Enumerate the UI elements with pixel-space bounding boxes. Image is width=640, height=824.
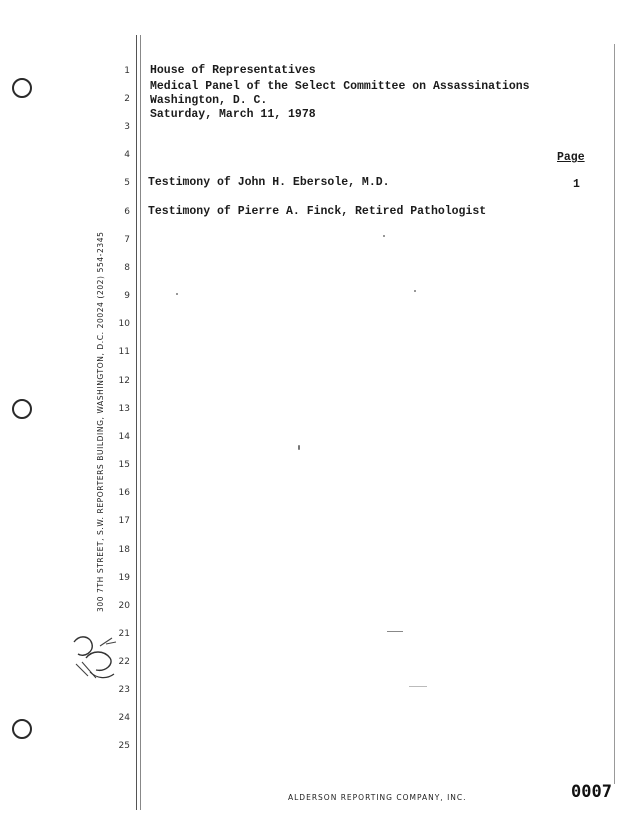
line-number: 12 (118, 376, 130, 386)
line-number: 9 (124, 291, 130, 301)
line-number: 5 (124, 178, 130, 188)
stray-mark (387, 631, 403, 632)
stray-mark (298, 445, 300, 450)
line-number: 25 (118, 741, 130, 751)
margin-address: 300 7TH STREET, S.W. REPORTERS BUILDING, WASHINGTON, D.C. 20024 (202) 554-2345 (96, 231, 105, 612)
punch-hole-top (12, 78, 32, 98)
line-number: 8 (124, 263, 130, 273)
document-id: 0007 (571, 782, 612, 802)
left-margin-rule (136, 35, 137, 810)
line-number: 1 (124, 66, 130, 76)
contents-entry-finck: Testimony of Pierre A. Finck, Retired Pathologist (148, 205, 487, 218)
line-number: 10 (118, 319, 130, 329)
right-margin-rule (614, 44, 615, 784)
contents-entry-ebersole-page: 1 (573, 178, 580, 191)
line-number: 19 (118, 573, 130, 583)
stray-mark (176, 293, 178, 295)
line-number: 16 (118, 488, 130, 498)
line-number: 24 (118, 713, 130, 723)
stray-mark (383, 235, 385, 237)
punch-hole-middle (12, 399, 32, 419)
line-number: 3 (124, 122, 130, 132)
line-number: 21 (118, 629, 130, 639)
line-number: 14 (118, 432, 130, 442)
line-number: 20 (118, 601, 130, 611)
footer-company: ALDERSON REPORTING COMPANY, INC. (288, 793, 467, 802)
punch-hole-bottom (12, 719, 32, 739)
line-number: 13 (118, 404, 130, 414)
page-column-label: Page (557, 151, 585, 164)
line-number: 6 (124, 207, 130, 217)
line-number: 15 (118, 460, 130, 470)
line-number: 7 (124, 235, 130, 245)
stray-mark (409, 686, 427, 687)
header-location: Washington, D. C. (150, 94, 268, 107)
line-number: 22 (118, 657, 130, 667)
left-margin-rule-inner (140, 35, 141, 810)
doodle-mark (66, 628, 122, 684)
header-chamber: House of Representatives (150, 64, 316, 77)
contents-entry-ebersole: Testimony of John H. Ebersole, M.D. (148, 176, 390, 189)
header-date: Saturday, March 11, 1978 (150, 108, 316, 121)
line-number: 17 (118, 516, 130, 526)
line-number: 2 (124, 94, 130, 104)
line-number: 11 (118, 347, 130, 357)
line-number: 23 (118, 685, 130, 695)
line-number: 4 (124, 150, 130, 160)
stray-mark (414, 290, 416, 292)
header-committee: Medical Panel of the Select Committee on Assassinations (150, 80, 530, 93)
line-number: 18 (118, 545, 130, 555)
